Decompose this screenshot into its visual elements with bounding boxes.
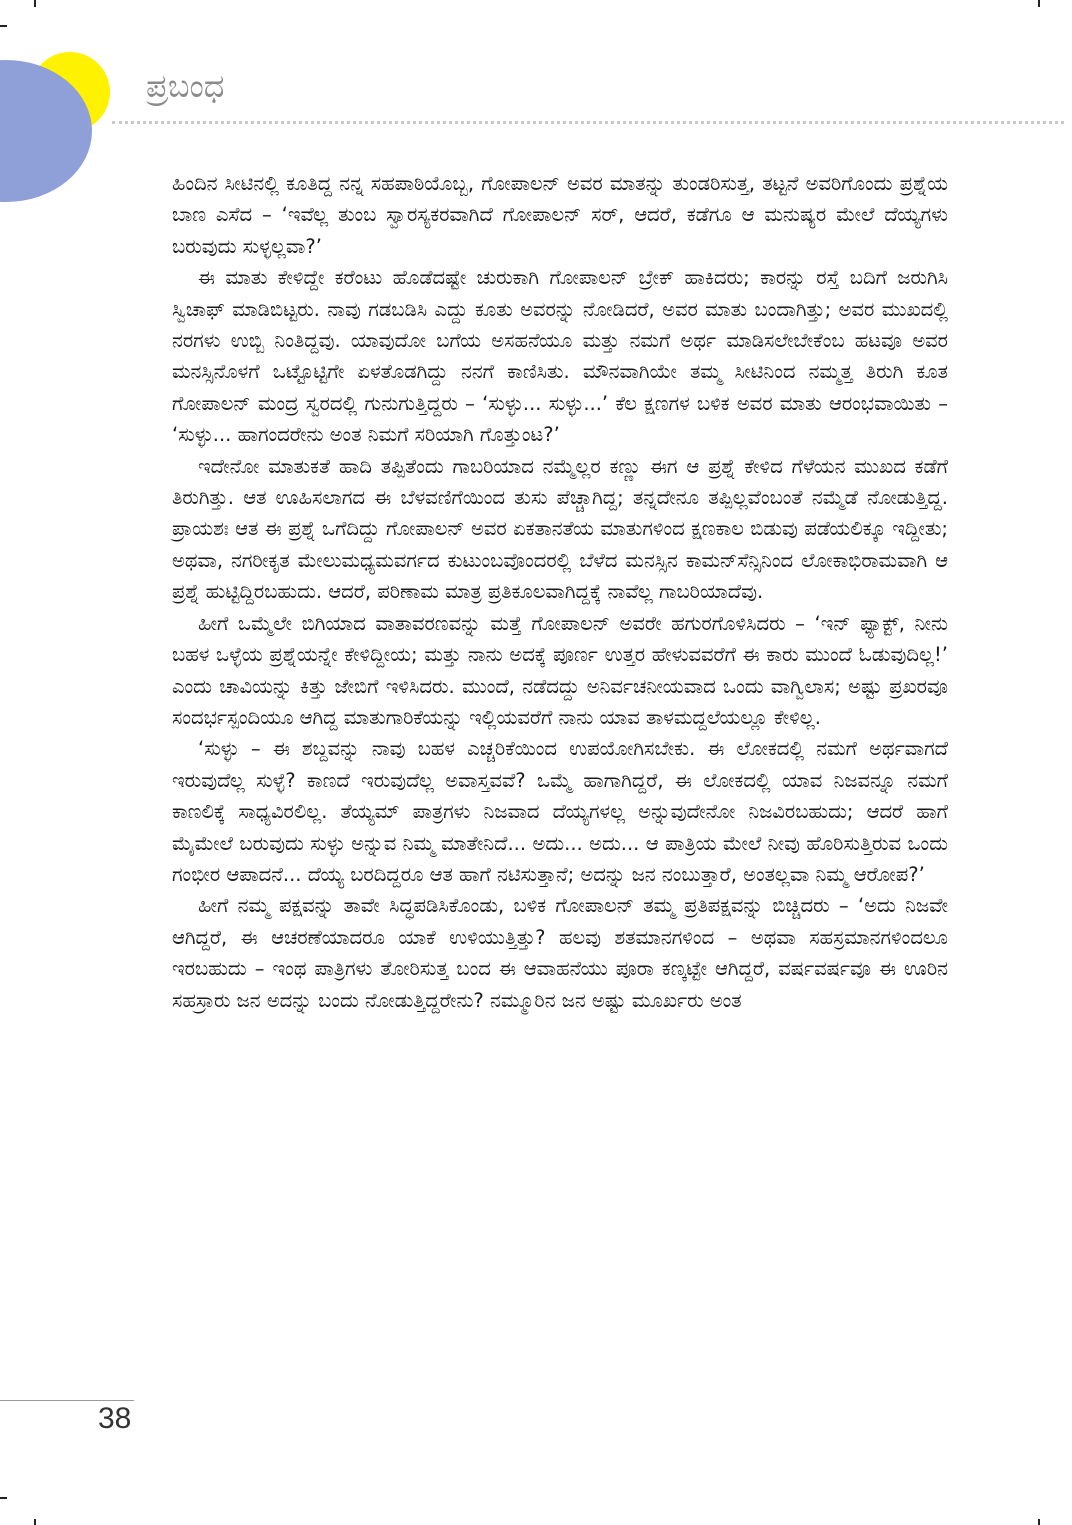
crop-mark-left-upper: [0, 25, 7, 27]
page-number: 38: [98, 1402, 132, 1435]
paragraph-2: ಈ ಮಾತು ಕೇಳಿದ್ದೇ ಕರೆಂಟು ಹೊಡೆದಷ್ಟೇ ಚುರುಕಾಗಿ ಗೋಪಾಲನ್ ಬ್ರೇಕ್ ಹಾಕಿದರು; ಕಾರನ್ನು ರಸ್ತೆ ಬದಿಗೆ ಜರುಗಿಸಿ ಸ್ವಿಚಾಫ್ ಮಾಡಿಬಿಟ್ಟರು. ನಾವು ಗಡಬಡಿಸಿ ಎದ್ದು ಕೂತು ಅವರನ್ನು ನೋಡಿದರೆ, ಅವರ ಮಾತು ಬಂದಾಗಿತ್ತು; ಅವರ ಮುಖದಲ್ಲಿ ನರಗಳು ಉಬ್ಬಿ ನಿಂತಿದ್ದವು. ಯಾವುದೋ ಬಗೆಯ ಅಸಹನೆಯೂ ಮತ್ತು ನಮಗೆ ಅರ್ಥ ಮಾಡಿಸಲೇಬೇಕೆಂಬ ಹಟವೂ ಅವರ ಮನಸ್ಸಿನೊಳಗೆ ಒಟ್ಟೊಟ್ಟಿಗೇ ಏಳತೊಡಗಿದ್ದು ನನಗೆ ಕಾಣಿಸಿತು. ಮೌನವಾಗಿಯೇ ತಮ್ಮ ಸೀಟಿನಿಂದ ನಮ್ಮತ್ತ ತಿರುಗಿ ಕೂತ ಗೋಪಾಲನ್ ಮಂದ್ರ ಸ್ವರದಲ್ಲಿ ಗುನುಗುತ್ತಿದ್ದರು – ‘ಸುಳ್ಳು... ಸುಳ್ಳು...’ ಕೆಲ ಕ್ಷಣಗಳ ಬಳಿಕ ಅವರ ಮಾತು ಆರಂಭವಾಯಿತು – ‘ಸುಳ್ಳು... ಹಾಗಂದರೇನು ಅಂತ ನಿಮಗೆ ಸರಿಯಾಗಿ ಗೊತ್ತುಂಟ?’: [172, 266, 948, 447]
paragraph-3: ಇದೇನೋ ಮಾತುಕತೆ ಹಾದಿ ತಪ್ಪಿತೆಂದು ಗಾಬರಿಯಾದ ನಮ್ಮೆಲ್ಲರ ಕಣ್ಣು ಈಗ ಆ ಪ್ರಶ್ನೆ ಕೇಳಿದ ಗೆಳೆಯನ ಮುಖದ ಕಡೆಗೆ ತಿರುಗಿತ್ತು. ಆತ ಊಹಿಸಲಾಗದ ಈ ಬೆಳವಣಿಗೆಯಿಂದ ತುಸು ಪೆಚ್ಚಾಗಿದ್ದ; ತನ್ನದೇನೂ ತಪ್ಪಿಲ್ಲವೆಂಬಂತೆ ನಮ್ಮೆಡೆ ನೋಡುತ್ತಿದ್ದ. ಪ್ರಾಯಶಃ ಆತ ಈ ಪ್ರಶ್ನೆ ಒಗೆದಿದ್ದು ಗೋಪಾಲನ್ ಅವರ ಏಕತಾನತೆಯ ಮಾತುಗಳಿಂದ ಕ್ಷಣಕಾಲ ಬಿಡುವು ಪಡೆಯಲಿಕ್ಕೂ ಇದ್ದೀತು; ಅಥವಾ, ನಗರೀಕೃತ ಮೇಲುಮಧ್ಯಮವರ್ಗದ ಕುಟುಂಬವೊಂದರಲ್ಲಿ ಬೆಳೆದ ಮನಸ್ಸಿನ ಕಾಮನ್‌ಸೆನ್ಸಿನಿಂದ ಲೋಕಾಭಿರಾಮವಾಗಿ ಆ ಪ್ರಶ್ನೆ ಹುಟ್ಟಿದ್ದಿರಬಹುದು. ಆದರೆ, ಪರಿಣಾಮ ಮಾತ್ರ ಪ್ರತಿಕೂಲವಾಗಿದ್ದಕ್ಕೆ ನಾವೆಲ್ಲ ಗಾಬರಿಯಾದೆವು.: [172, 454, 948, 604]
crop-mark-bottom-left: [34, 1519, 36, 1525]
paragraph-1: ಹಿಂದಿನ ಸೀಟಿನಲ್ಲಿ ಕೂತಿದ್ದ ನನ್ನ ಸಹಪಾಠಿಯೊಬ್ಬ, ಗೋಪಾಲನ್ ಅವರ ಮಾತನ್ನು ತುಂಡರಿಸುತ್ತ, ತಟ್ಟನೆ ಅವರಿಗೊಂದು ಪ್ರಶ್ನೆಯ ಬಾಣ ಎಸೆದ – ‘ಇವೆಲ್ಲ ತುಂಬ ಸ್ವಾರಸ್ಯಕರವಾಗಿದೆ ಗೋಪಾಲನ್ ಸರ್, ಆದರೆ, ಕಡೆಗೂ ಆ ಮನುಷ್ಯರ ಮೇಲೆ ದೆಯ್ಯಗಳು ಬರುವುದು ಸುಳ್ಳಲ್ಲವಾ?’: [172, 172, 948, 258]
paragraph-4: ಹೀಗೆ ಒಮ್ಮೆಲೇ ಬಿಗಿಯಾದ ವಾತಾವರಣವನ್ನು ಮತ್ತೆ ಗೋಪಾಲನ್ ಅವರೇ ಹಗುರಗೊಳಿಸಿದರು – ‘ಇನ್ ಫ್ಯಾಕ್ಟ್, ನೀನು ಬಹಳ ಒಳ್ಳೆಯ ಪ್ರಶ್ನೆಯನ್ನೇ ಕೇಳಿದ್ದೀಯ; ಮತ್ತು ನಾನು ಅದಕ್ಕೆ ಪೂರ್ಣ ಉತ್ತರ ಹೇಳುವವರೆಗೆ ಈ ಕಾರು ಮುಂದೆ ಓಡುವುದಿಲ್ಲ!’ ಎಂದು ಚಾವಿಯನ್ನು ಕಿತ್ತು ಜೇಬಿಗೆ ಇಳಿಸಿದರು. ಮುಂದೆ, ನಡೆದದ್ದು ಅನಿರ್ವಚನೀಯವಾದ ಒಂದು ವಾಗ್ವಿಲಾಸ; ಅಷ್ಟು ಪ್ರಖರವೂ ಸಂದರ್ಭಸ್ಪಂದಿಯೂ ಆಗಿದ್ದ ಮಾತುಗಾರಿಕೆಯನ್ನು ಇಲ್ಲಿಯವರೆಗೆ ನಾನು ಯಾವ ತಾಳಮದ್ದಲೆಯಲ್ಲೂ ಕೇಳಿಲ್ಲ.: [172, 611, 948, 729]
header-dotted-rule: [112, 121, 1064, 124]
crop-mark-top-left: [34, 0, 36, 7]
footer-rule: [0, 1400, 134, 1401]
section-title: ಪ್ರಬಂಧ: [146, 67, 225, 105]
paragraph-5: ‘ಸುಳ್ಳು – ಈ ಶಬ್ದವನ್ನು ನಾವು ಬಹಳ ಎಚ್ಚರಿಕೆಯಿಂದ ಉಪಯೋಗಿಸಬೇಕು. ಈ ಲೋಕದಲ್ಲಿ ನಮಗೆ ಅರ್ಥವಾಗದೆ ಇರುವುದೆಲ್ಲ ಸುಳ್ಳೆ? ಕಾಣದೆ ಇರುವುದೆಲ್ಲ ಅವಾಸ್ತವವೆ? ಒಮ್ಮೆ ಹಾಗಾಗಿದ್ದರೆ, ಈ ಲೋಕದಲ್ಲಿ ಯಾವ ನಿಜವನ್ನೂ ನಮಗೆ ಕಾಣಲಿಕ್ಕೆ ಸಾಧ್ಯವಿರಲಿಲ್ಲ. ತೆಯ್ಯಮ್ ಪಾತ್ರಗಳು ನಿಜವಾದ ದೆಯ್ಯಗಳಲ್ಲ ಅನ್ನುವುದೇನೋ ನಿಜವಿರಬಹುದು; ಆದರೆ ಹಾಗೆ ಮೈಮೇಲೆ ಬರುವುದು ಸುಳ್ಳು ಅನ್ನುವ ನಿಮ್ಮ ಮಾತೇನಿದೆ... ಅದು... ಅದು... ಆ ಪಾತ್ರಿಯ ಮೇಲೆ ನೀವು ಹೊರಿಸುತ್ತಿರುವ ಒಂದು ಗಂಭೀರ ಆಪಾದನೆ... ದೆಯ್ಯ ಬರದಿದ್ದರೂ ಆತ ಹಾಗೆ ನಟಿಸುತ್ತಾನೆ; ಅದನ್ನು ಜನ ನಂಬುತ್ತಾರೆ, ಅಂತಲ್ಲವಾ ನಿಮ್ಮ ಆರೋಪ?’: [172, 737, 948, 886]
article-body: [172, 168, 948, 1016]
crop-mark-left-lower: [0, 1497, 7, 1499]
paragraph-6: ಹೀಗೆ ನಮ್ಮ ಪಕ್ಷವನ್ನು ತಾವೇ ಸಿದ್ಧಪಡಿಸಿಕೊಂಡು, ಬಳಿಕ ಗೋಪಾಲನ್ ತಮ್ಮ ಪ್ರತಿಪಕ್ಷವನ್ನು ಬಿಚ್ಚಿದರು – ‘ಅದು ನಿಜವೇ ಆಗಿದ್ದರೆ, ಈ ಆಚರಣೆಯಾದರೂ ಯಾಕೆ ಉಳಿಯುತ್ತಿತ್ತು? ಹಲವು ಶತಮಾನಗಳಿಂದ – ಅಥವಾ ಸಹಸ್ರಮಾನಗಳಿಂದಲೂ ಇರಬಹುದು – ಇಂಥ ಪಾತ್ರಿಗಳು ತೋರಿಸುತ್ತ ಬಂದ ಈ ಆವಾಹನೆಯು ಪೂರಾ ಕಣ್ಕಟ್ಟೇ ಆಗಿದ್ದರೆ, ವರ್ಷವರ್ಷವೂ ಈ ಊರಿನ ಸಹಸ್ರಾರು ಜನ ಅದನ್ನು ಬಂದು ನೋಡುತ್ತಿದ್ದರೇನು? ನಮ್ಮೂರಿನ ಜನ ಅಷ್ಟು ಮೂರ್ಖರು ಅಂತ: [172, 894, 948, 1012]
crop-mark-bottom-right: [1038, 1519, 1040, 1525]
crop-mark-top-right: [1038, 0, 1040, 7]
